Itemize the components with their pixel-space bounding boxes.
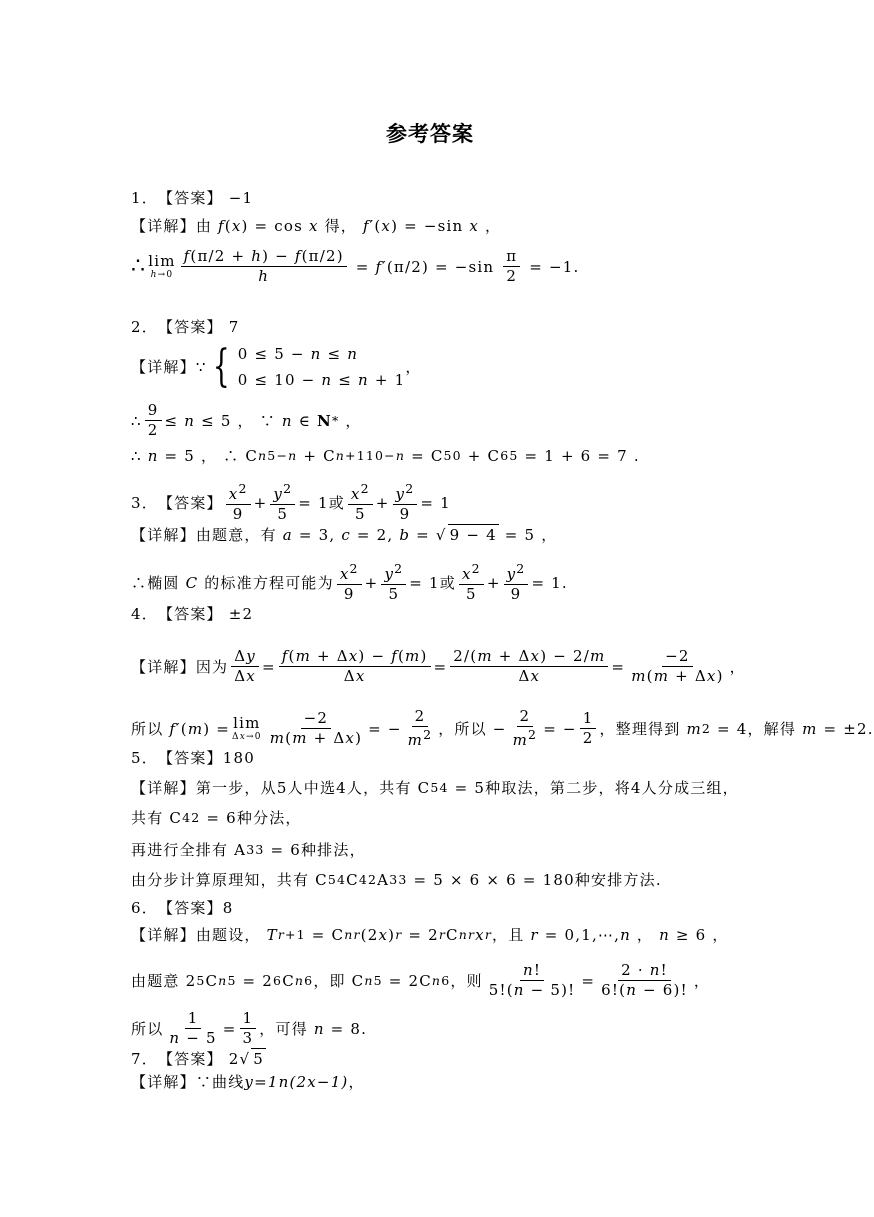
detail-line-6: 【详解】 由题设， T r+1 = C n r (2 x ) r = 2 r C n r x r ，且 r = 0,1,⋯, n ， n ≥ 6 ， bbox=[131, 926, 729, 944]
detail-line-2: 【详解】 ∵ { 0 ≤ 5 − n ≤ n 0 ≤ 10 − n ≤ n + 1 ， bbox=[131, 341, 422, 392]
detail-line-3b: ∴椭圆 C 的标准方程可能为 $\frac{x^2}{9}$ + $\frac{y^2}{5}$ = 1 或 $\frac{x^2}{5}$ + $\frac{y^2}{9}$ = 1. bbox=[131, 561, 568, 604]
detail-line-3: 【详解】 由题意，有 a = 3, c = 2, b = √ 9 − 4 = 5 ， bbox=[131, 525, 558, 544]
detail-line-6c: 所以 $\frac{1}{n - 5}$ = $\frac{1}{3}$ ，可得 n = 8. bbox=[131, 1009, 368, 1048]
page-title: 参考答案 bbox=[386, 122, 474, 146]
detail-line-5: 【详解】 第一步，从5人中选4人，共有 C 5 4 = 5 种取法，第二步，将4人分成三组， bbox=[131, 779, 739, 797]
detail-line-2c: ∴ n = 5 ， ∴ C n 5−n + C n+1 10−n = C 5 0 + C 6 5 = 1 + 6 = 7 . bbox=[131, 447, 640, 465]
answer-line-1: 1． 【答案】 −1 bbox=[131, 189, 254, 207]
detail-line-4: 【详解】 因为 $\frac{\Delta y}{\Delta x}$ = $\frac{f(m + \Delta x) - f(m)}{\Delta x}$ = $\frac{2/(m + \Delta x) - 2/m}{\Delta x}$ = $\frac{-2}{m(m + \Delta x)}$ ， bbox=[131, 647, 746, 686]
detail-line-5b: 共有 C 4 2 = 6 种分法， bbox=[131, 809, 302, 827]
detail-line-5c: 再进行全排有 A 3 3 = 6 种排法， bbox=[131, 841, 366, 859]
detail-line-7: 【详解】 ∵曲线 y=1n(2x−1) ， bbox=[131, 1073, 365, 1091]
answer-line-6: 6． 【答案】 8 bbox=[131, 899, 234, 917]
detail-line-5d: 由分步计算原理知，共有 C 5 4 C 4 2 A 3 3 = 5 × 6 × 6 = 180 种安排方法. bbox=[131, 871, 662, 889]
answer-line-4: 4． 【答案】 ±2 bbox=[131, 605, 254, 623]
answer-line-7: 7． 【答案】 2√ 5 bbox=[131, 1049, 264, 1068]
detail-line-1: 【详解】 由 f ( x ) = cos x 得， f ′( x ) = −sin x ， bbox=[131, 217, 502, 235]
detail-line-1b: ∴ lim h→0 $\frac{f(\pi/2 + h) - f(\pi/2)}{h}$ = f ′(π/2) = −sin $\frac{\pi}{2}$ = −1. bbox=[131, 247, 580, 286]
answer-line-2: 2． 【答案】 7 bbox=[131, 318, 240, 336]
detail-line-6b: 由题意 2 5 C n 5 = 2 6 C n 6 ，即 C n 5 = 2C n 6 ，则 $\frac{n!}{5!(n - 5)!}$ = $\frac{2 \cdot n!}{6!(n - 6)!}$ ， bbox=[131, 961, 711, 1000]
answer-line-3: 3． 【答案】 $\frac{x^2}{9}$ + $\frac{y^2}{5}$ = 1 或 $\frac{x^2}{5}$ + $\frac{y^2}{9}$ = 1 bbox=[131, 481, 451, 524]
detail-line-4b: 所以 f ′( m ) = lim Δx→0 $\frac{-2}{m(m + \Delta x)}$ = − $\frac{2}{m^2}$ ，所以 − $\frac{2}{m^2}$ = − $\frac{1}{2}$ ，整理得到 m 2 = 4 ，解得 m = ±2. bbox=[131, 707, 874, 750]
detail-line-2b: ∴ $\frac{9}{2}$ ≤ n ≤ 5 ， ∵ n ∈ N * ， bbox=[131, 401, 362, 440]
answer-line-5: 5． 【答案】 180 bbox=[131, 749, 255, 767]
